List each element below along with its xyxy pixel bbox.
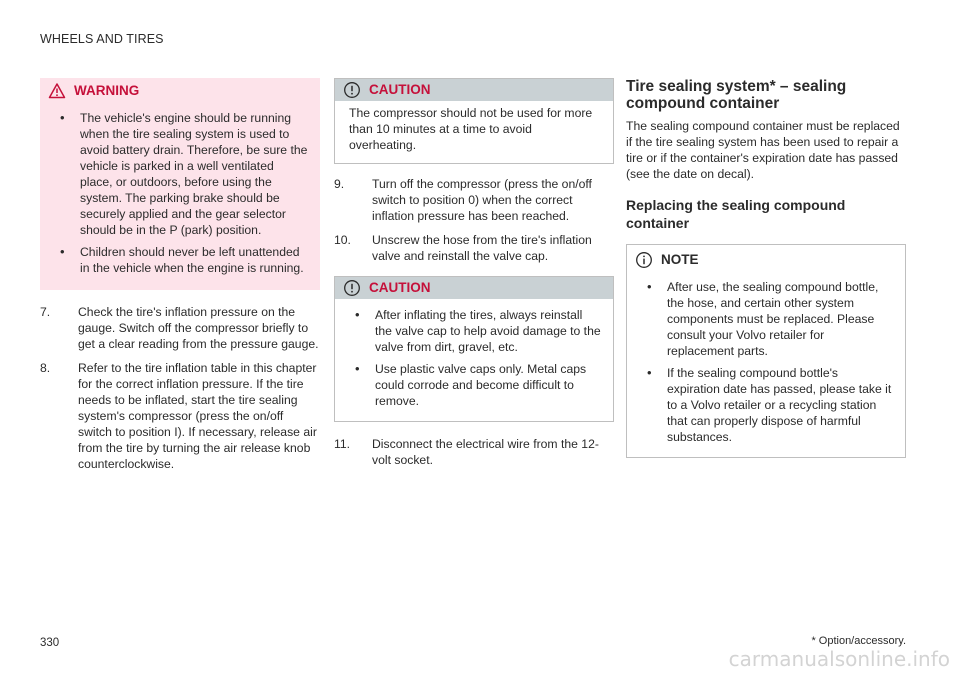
caution-header — [335, 277, 613, 299]
page-header: WHEELS AND TIRES — [40, 32, 164, 46]
exclamation-circle-icon — [343, 279, 361, 297]
caution-box — [334, 78, 614, 164]
step-text: Unscrew the hose from the tire's inflation valve and reinstall the valve cap. — [372, 233, 592, 263]
note-title: NOTE — [661, 252, 699, 267]
watermark: carmanualsonline.info — [728, 647, 950, 671]
step-text: Check the tire's inflation pressure on the gauge. Switch off the compressor briefly to get a clear reading from the pressure gauge. — [78, 305, 319, 351]
warning-title: WARNING — [74, 83, 140, 98]
column-middle — [334, 78, 614, 476]
step-text: Refer to the tire inflation table in this chapter for the correct inflation pressure. If the tire needs to be inflated, start the tire sealing system's compressor (press the on/off switch to position I). If necessary, release air from the tire by turning the air release knob counterclockwise. — [78, 361, 317, 471]
caution-title: CAUTION — [369, 280, 431, 295]
step-item — [334, 436, 614, 468]
step-number: 10. — [334, 233, 351, 247]
step-item — [334, 232, 614, 264]
note-header — [627, 245, 905, 271]
step-number: 9. — [334, 177, 345, 191]
step-text: Turn off the compressor (press the on/off switch to position 0) when the correct inflation pressure has been reached. — [372, 177, 592, 223]
warning-triangle-icon — [48, 82, 66, 100]
caution-item: • After inflating the tires, always reinstall the valve cap to help avoid damage to the valve from dirt, gravel, etc. — [349, 307, 601, 355]
note-item: • If the sealing compound bottle's expiration date has passed, please take it to a Volvo retailer or a recycling station that can properly dispose of harmful substances. — [641, 365, 893, 445]
step-number: 8. — [40, 361, 51, 375]
caution-text: The compressor should not be used for more than 10 minutes at a time to avoid overheating. — [349, 106, 593, 152]
exclamation-circle-icon — [343, 81, 361, 99]
footnote: * Option/accessory. — [811, 635, 906, 647]
caution-header — [335, 79, 613, 101]
caution-title: CAUTION — [369, 82, 431, 97]
warning-header — [40, 78, 320, 102]
column-right — [626, 78, 906, 458]
warning-item: • The vehicle's engine should be running when the tire sealing system is used to avoid battery drain. Therefore, be sure the vehicle is parked in a well ventilated place, or outdoors, before using the system. The parking brake should be securely applied and the gear selector should be in the P (park) position. — [54, 110, 308, 238]
step-item — [40, 360, 320, 472]
column-left — [40, 78, 320, 480]
step-item — [40, 304, 320, 352]
step-number: 7. — [40, 305, 51, 319]
warning-box — [40, 78, 320, 290]
note-item: • After use, the sealing compound bottle, the hose, and certain other system components must be replaced. Please consult your Volvo retailer for replacement parts. — [641, 279, 893, 359]
section-intro: The sealing compound container must be replaced if the tire sealing system has been used to repair a tire or if the container's expiration date has passed (see the date on decal). — [626, 119, 900, 181]
page-number: 330 — [40, 637, 60, 649]
step-text: Disconnect the electrical wire from the 12-volt socket. — [372, 437, 599, 467]
note-box — [626, 244, 906, 458]
section-title: Tire sealing system* – sealing compound container — [626, 78, 847, 112]
subsection-title: Replacing the sealing compound container — [626, 197, 846, 231]
info-circle-icon — [635, 251, 653, 269]
step-number: 11. — [334, 437, 351, 451]
warning-item: • Children should never be left unattended in the vehicle when the engine is running. — [54, 244, 308, 276]
caution-item: • Use plastic valve caps only. Metal caps could corrode and become difficult to remove. — [349, 361, 601, 409]
caution-box — [334, 276, 614, 422]
step-item — [334, 176, 614, 224]
